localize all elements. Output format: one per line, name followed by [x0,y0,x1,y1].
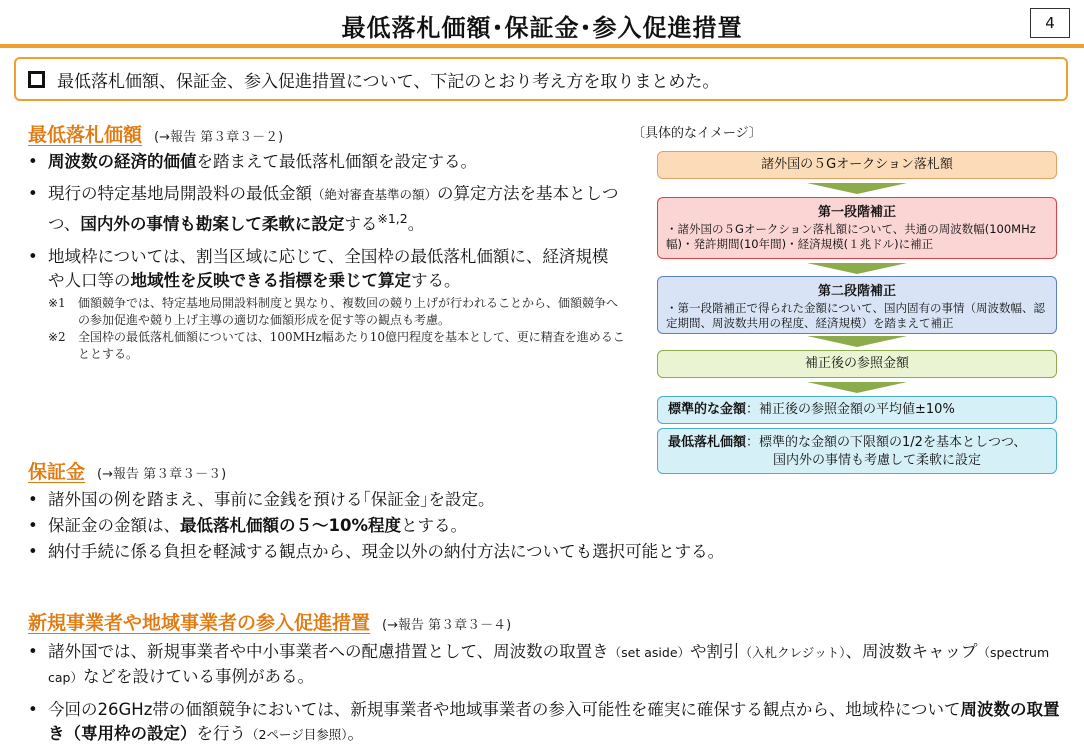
footnote-text: 価額競争では、特定基地局開設料制度と異なり、複数回の競り上げが行われることから、価額競争への参加促進や競り上げ主導の適切な価額形成を促す等の観点も考慮。 [78,296,619,327]
footnote [48,329,628,363]
text: 諸外国では、新規事業者や中小事業者への配慮措置として、周波数の取置き [48,642,609,661]
small-text: （set aside） [608,645,691,660]
list-item [28,698,1063,747]
summary-text: 最低落札価額、保証金、参入促進措置について、下記のとおり考え方を取りまとめた。 [57,71,720,92]
flow-box-text: 補正後の参照金額 [804,356,909,371]
min-price-bullets [28,150,623,301]
section-title-entry [28,608,511,635]
list-item [28,182,623,237]
square-bullet-icon [28,71,45,88]
list-item [28,150,623,174]
footnote-mark: ※1 [48,296,66,310]
flow-box-text: ・諸外国の５Gオークション落札額について、共通の周波数幅(100MHz幅)・発許期間(10年間)・経済規模(１兆ドル)に補正 [666,222,1036,251]
list-item [28,640,1063,690]
text: 現行の特定基地局開設料の最低金額 [48,184,312,203]
section-title-min-price [28,120,283,147]
section-title-text: 保証金 [28,461,86,483]
down-arrow-icon [807,382,907,393]
flow-box-foreign [657,151,1057,179]
flow-box-standard [657,396,1057,424]
text: 。 [407,214,425,234]
text: 。 [347,724,364,743]
section-title-text: 最低落札価額 [28,124,143,146]
summary-box [14,57,1068,101]
flow-box-minimum [657,428,1057,474]
text: や割引 [690,642,740,661]
list-item [28,245,623,293]
text: ：標準的な金額の下限額の1/2を基本としつつ、 [746,435,1027,450]
section-ref: (→報告 第３章３－３) [97,467,227,482]
text: の算定方法を基本としつつ、 [48,184,619,234]
flow-box-text: ・第一段階補正で得られた金額について、国内固有の事情（周波数幅、認定期間、周波数共用の程度、経済規模）を踏まえて補正 [666,301,1046,330]
section-title-deposit [28,457,226,484]
bold-text: 周波数の経済的価値 [48,152,197,171]
header-rule [0,44,1084,48]
down-arrow-icon [807,183,907,194]
flow-box-stage2 [657,276,1057,334]
flow-box-stage1 [657,197,1057,259]
list-item [28,540,1048,564]
bold-text: 国内外の事情も勘案して柔軟に設定 [80,214,345,234]
flow-box-title: 第二段階補正 [817,284,896,299]
text: 今回の26GHz帯の価額競争においては、新規事業者や地域事業者の参入可能性を確実に確保する観点から、地域枠について [48,700,961,719]
down-arrow-icon [807,336,907,347]
footnote-text: 全国枠の最低落札価額については、100MHz幅あたり10億円程度を基本として、更に精査を進めることとする。 [78,330,625,361]
small-text: （絶対審査基準の額） [312,187,438,202]
bold-text: 周波数の取置き（専用枠の設定） [48,700,1060,743]
text: ：補正後の参照金額の平均値±10% [746,402,955,417]
flow-box-reference [657,350,1057,378]
text: する [344,214,378,234]
entry-bullets [28,640,1063,755]
text: 国内外の事情も考慮して柔軟に設定 [773,453,982,468]
text: とする。 [401,516,467,535]
small-text: （spectrum cap） [48,645,1050,685]
section-ref: (→報告 第３章３－２) [154,130,284,145]
text: 、周波数キャップ [845,642,978,661]
text: する。 [411,270,461,290]
bold-text: 標準的な金額 [668,402,747,417]
list-item [28,488,1048,512]
footnote [48,295,628,329]
flow-box-text: 諸外国の５Gオークション落札額 [761,157,953,172]
text: 地域枠については、割当区域に応じて、全国枠の最低落札価額に、経済規模や人口等の [48,246,609,290]
footnote-mark: ※2 [48,330,66,344]
footnote-ref: ※1,2 [377,211,408,226]
deposit-bullets [28,488,1048,572]
text: 納付手続に係る負担を軽減する観点から、現金以外の納付方法についても選択可能とする。 [48,542,725,561]
small-text: （2ページ目参照） [246,727,348,742]
small-text: （入札クレジット） [739,645,846,660]
page-title: 最低落札価額･保証金･参入促進措置 [341,14,743,42]
bold-text: 最低落札価額 [668,435,747,450]
text: などを設けている事例がある。 [82,667,314,686]
flow-box-title: 第一段階補正 [817,205,896,220]
text: 保証金の金額は、 [48,516,180,535]
list-item [28,514,1048,538]
down-arrow-icon [807,263,907,274]
image-label: 〔具体的なイメージ〕 [632,126,762,141]
page-number: 4 [1030,8,1070,38]
text: 諸外国の例を踏まえ、事前に金銭を預ける｢保証金｣を設定。 [48,490,495,509]
footnotes [48,295,628,363]
text: を踏まえて最低落札価額を設定する。 [196,152,477,171]
bold-text: 最低落札価額の５～10%程度 [180,516,401,535]
bold-text: 地域性を反映できる指標を乗じて算定 [130,270,411,290]
section-ref: (→報告 第３章３－４) [382,618,512,633]
text: を行う [196,724,246,743]
section-title-text: 新規事業者や地域事業者の参入促進措置 [28,612,371,634]
